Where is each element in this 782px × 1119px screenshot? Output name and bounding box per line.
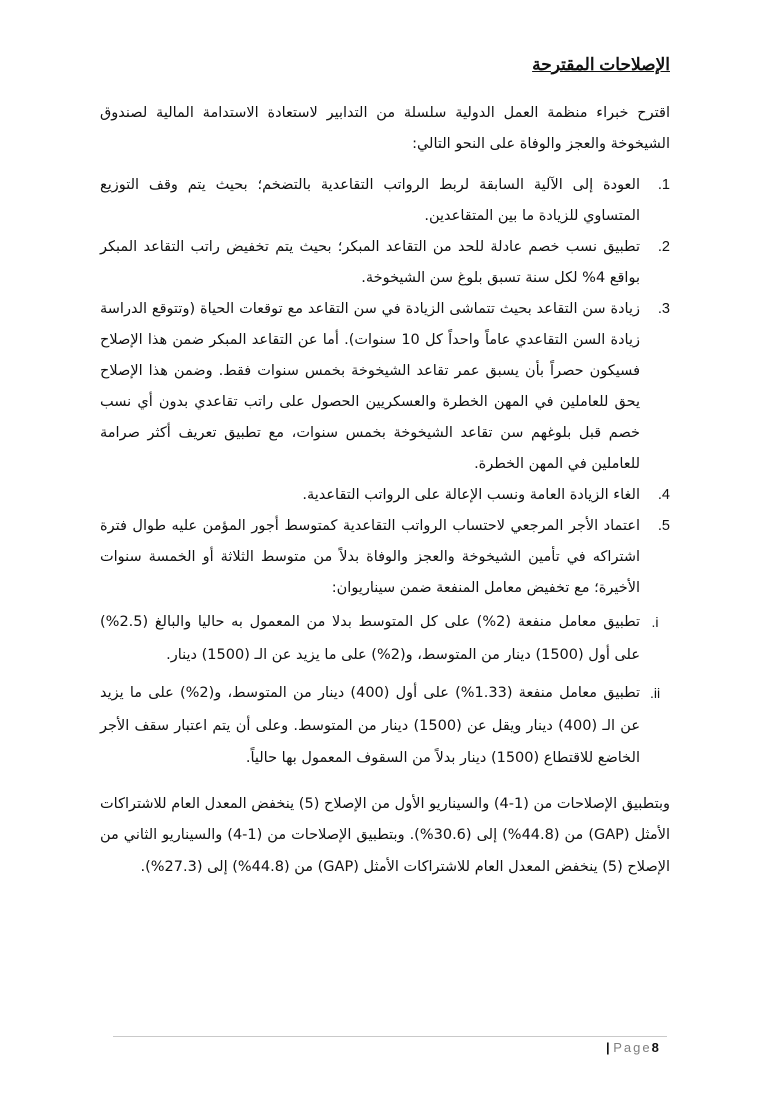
list-item (100, 480, 670, 511)
list-item-number: 4. (657, 487, 670, 503)
list-item-text: الغاء الزيادة العامة ونسب الإعالة على الرواتب التقاعدية. (302, 487, 640, 503)
list-item-text: العودة إلى الآلية السابقة لربط الرواتب التقاعدية بالتضخم؛ بحيث يتم وقف التوزيع المتساوي للزيادة ما بين المتقاعدين. (100, 177, 640, 224)
footer-divider (113, 1036, 667, 1037)
list-item-number: 2. (657, 239, 670, 255)
list-item-number: 1. (657, 177, 670, 193)
list-item-text: زيادة سن التقاعد بحيث تتماشى الزيادة في سن التقاعد مع توقعات الحياة (وتتوقع الدراسة زيادة السن التقاعدي عاماً واحداً كل 10 سنوات). أما عن التقاعد المبكر ضمن هذا الإصلاح فسيكون حصراً بأن يسبق عمر تقاعد الشيخوخة بخمس سنوات فقط. وضمن هذا الإصلاح يحق للعاملين في المهن الخطرة والعسكريين الحصول على راتب تقاعدي بدون أي نسب خصم قبل بلوغهم سن تقاعد الشيخوخة بخمس سنوات، مع تطبيق تعريف أكثر صرامة للعاملين في المهن الخطرة. (100, 301, 640, 472)
sub-list-item (100, 606, 670, 671)
list-item (100, 170, 670, 232)
list-item-number: 5. (657, 518, 670, 534)
list-item-text: تطبيق نسب خصم عادلة للحد من التقاعد المبكر؛ بحيث يتم تخفيض راتب التقاعد المبكر بواقع 4% لكل سنة تسبق بلوغ سن الشيخوخة. (100, 239, 640, 286)
sub-list-item-text: تطبيق معامل منفعة (2%) على كل المتوسط بدلا من المعمول به حاليا والبالغ (2.5%) على أول (1500) دينار من المتوسط، و(2%) على ما يزيد عن الـ (1500) دينار. (100, 614, 640, 663)
list-item (100, 511, 670, 604)
page-number: 8 (651, 1040, 659, 1055)
sub-list-item-number: ii. (649, 685, 661, 701)
list-item (100, 232, 670, 294)
footer-page-label: Page (613, 1040, 652, 1055)
list-item (100, 294, 670, 480)
page-footer (606, 1040, 668, 1058)
sub-list-item-number: i. (651, 614, 659, 630)
document-body (100, 52, 670, 883)
summary-paragraph: وبتطبيق الإصلاحات من (1-4) والسيناريو الأول من الإصلاح (5) ينخفض المعدل العام للاشتراكات الأمثل (GAP) من (44.8%) إلى (30.6%). وبتطبيق الإصلاحات من (1-4) والسيناريو الثاني من الإصلاح (5) ينخفض المعدل العام للاشتراكات الأمثل (GAP) من (44.8%) إلى (27.3%). (100, 795, 670, 875)
sub-list-item-text: تطبيق معامل منفعة (1.33%) على أول (400) دينار من المتوسط، و(2%) على ما يزيد عن الـ (400) دينار ويقل عن (1500) دينار من المتوسط. وعلى أن يتم اعتبار سقف الأجر الخاضع للاقتطاع (1500) دينار بدلاً من السقوف المعمول بها حالياً. (100, 685, 641, 766)
footer-separator: | (606, 1040, 610, 1055)
section-heading: الإصلاحات المقترحة (532, 55, 670, 74)
sub-list-item (100, 677, 670, 775)
list-item-text: اعتماد الأجر المرجعي لاحتساب الرواتب التقاعدية كمتوسط أجور المؤمن عليه طوال فترة اشتراكه في تأمين الشيخوخة والعجز والوفاة بدلاً من متوسط الثلاثة أو الخمسة سنوات الأخيرة؛ مع تخفيض معامل المنفعة ضمن سيناريوان: (100, 518, 640, 596)
intro-paragraph: اقترح خبراء منظمة العمل الدولية سلسلة من التدابير لاستعادة الاستدامة المالية لصندوق الشيخوخة والعجز والوفاة على النحو التالي: (100, 105, 670, 152)
list-item-number: 3. (657, 301, 670, 317)
